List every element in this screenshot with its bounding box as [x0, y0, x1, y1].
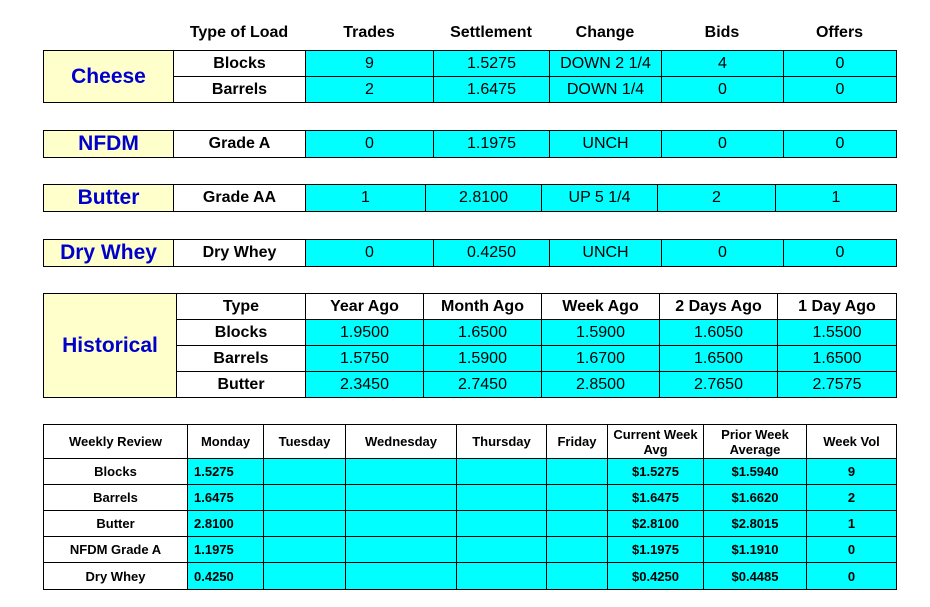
weekly-tuesday — [264, 485, 346, 511]
bids-value: 0 — [662, 240, 784, 267]
weekly-thursday — [457, 563, 547, 590]
header-settlement: Settlement — [450, 23, 532, 41]
weekly-current-avg: $1.6475 — [608, 485, 704, 511]
historical-header: Year Ago — [306, 294, 424, 320]
header-bids: Bids — [704, 23, 740, 41]
settlement-value: 1.6475 — [434, 77, 550, 103]
column-header-row — [43, 20, 896, 45]
weekly-header: Friday — [547, 425, 608, 459]
historical-value: 1.6500 — [660, 346, 778, 372]
weekly-monday: 0.4250 — [188, 563, 264, 590]
historical-value: 1.6500 — [424, 320, 542, 346]
weekly-monday: 1.5275 — [188, 459, 264, 485]
table-row — [44, 240, 897, 267]
cheese-label: Cheese — [44, 51, 174, 103]
table-row — [44, 51, 897, 77]
weekly-prior-avg: $0.4485 — [704, 563, 807, 590]
cheese-table — [43, 50, 897, 103]
weekly-tuesday — [264, 459, 346, 485]
trades-value: 2 — [306, 77, 434, 103]
weekly-header: Wednesday — [346, 425, 457, 459]
nfdm-label: NFDM — [44, 131, 174, 158]
weekly-header: Current Week Avg — [608, 425, 704, 459]
weekly-tuesday — [264, 537, 346, 563]
bids-value: 0 — [662, 131, 784, 158]
weekly-prior-avg: $1.6620 — [704, 485, 807, 511]
dry-whey-table — [43, 239, 897, 267]
historical-value: 2.7450 — [424, 372, 542, 398]
table-row — [44, 131, 897, 158]
offers-value: 0 — [784, 77, 897, 103]
weekly-volume: 1 — [807, 511, 897, 537]
weekly-product: Dry Whey — [44, 563, 188, 590]
historical-value: 2.8500 — [542, 372, 660, 398]
historical-header: Week Ago — [542, 294, 660, 320]
trades-value: 0 — [306, 131, 434, 158]
weekly-wednesday — [346, 563, 457, 590]
weekly-thursday — [457, 485, 547, 511]
weekly-thursday — [457, 537, 547, 563]
weekly-review-table — [43, 424, 897, 590]
weekly-tuesday — [264, 563, 346, 590]
weekly-friday — [547, 563, 608, 590]
weekly-current-avg: $0.4250 — [608, 563, 704, 590]
table-row — [44, 459, 897, 485]
load-type: Grade A — [174, 131, 306, 158]
load-type: Blocks — [174, 51, 306, 77]
weekly-monday: 2.8100 — [188, 511, 264, 537]
change-value: UNCH — [550, 240, 662, 267]
load-type: Grade AA — [174, 185, 306, 212]
weekly-header-row — [44, 425, 897, 459]
weekly-current-avg: $1.1975 — [608, 537, 704, 563]
table-row — [44, 537, 897, 563]
weekly-volume: 0 — [807, 537, 897, 563]
weekly-volume: 2 — [807, 485, 897, 511]
historical-value: 1.6500 — [778, 346, 897, 372]
weekly-header: Weekly Review — [44, 425, 188, 459]
load-type: Barrels — [174, 77, 306, 103]
historical-type: Butter — [177, 372, 306, 398]
settlement-value: 0.4250 — [434, 240, 550, 267]
historical-value: 2.3450 — [306, 372, 424, 398]
bids-value: 2 — [658, 185, 776, 212]
table-row — [44, 563, 897, 590]
weekly-current-avg: $2.8100 — [608, 511, 704, 537]
weekly-volume: 9 — [807, 459, 897, 485]
weekly-wednesday — [346, 485, 457, 511]
weekly-thursday — [457, 459, 547, 485]
weekly-friday — [547, 537, 608, 563]
historical-header: 1 Day Ago — [778, 294, 897, 320]
weekly-friday — [547, 459, 608, 485]
butter-label: Butter — [44, 185, 174, 212]
historical-value: 1.5500 — [778, 320, 897, 346]
weekly-tuesday — [264, 511, 346, 537]
historical-header: Type — [177, 294, 306, 320]
historical-label: Historical — [44, 294, 177, 398]
trades-value: 0 — [306, 240, 434, 267]
change-value: DOWN 2 1/4 — [550, 51, 662, 77]
weekly-friday — [547, 511, 608, 537]
historical-table — [43, 293, 897, 398]
historical-value: 1.5900 — [424, 346, 542, 372]
weekly-monday: 1.6475 — [188, 485, 264, 511]
weekly-header: Week Vol — [807, 425, 897, 459]
trades-value: 1 — [306, 185, 426, 212]
historical-value: 1.6050 — [660, 320, 778, 346]
weekly-product: NFDM Grade A — [44, 537, 188, 563]
offers-value: 0 — [784, 240, 897, 267]
settlement-value: 1.1975 — [434, 131, 550, 158]
table-row — [44, 511, 897, 537]
weekly-product: Blocks — [44, 459, 188, 485]
weekly-prior-avg: $1.1910 — [704, 537, 807, 563]
weekly-volume: 0 — [807, 563, 897, 590]
weekly-header: Tuesday — [264, 425, 346, 459]
weekly-prior-avg: $1.5940 — [704, 459, 807, 485]
offers-value: 0 — [784, 131, 897, 158]
bids-value: 4 — [662, 51, 784, 77]
historical-value: 2.7575 — [778, 372, 897, 398]
historical-type: Blocks — [177, 320, 306, 346]
bids-value: 0 — [662, 77, 784, 103]
header-trades: Trades — [343, 23, 395, 41]
dry-whey-label: Dry Whey — [44, 240, 174, 267]
weekly-wednesday — [346, 537, 457, 563]
load-type: Dry Whey — [174, 240, 306, 267]
offers-value: 1 — [776, 185, 897, 212]
weekly-product: Butter — [44, 511, 188, 537]
weekly-monday: 1.1975 — [188, 537, 264, 563]
weekly-current-avg: $1.5275 — [608, 459, 704, 485]
trades-value: 9 — [306, 51, 434, 77]
header-type-of-load: Type of Load — [189, 23, 289, 41]
historical-header: 2 Days Ago — [660, 294, 778, 320]
historical-value: 1.9500 — [306, 320, 424, 346]
weekly-product: Barrels — [44, 485, 188, 511]
weekly-header: Prior Week Average — [704, 425, 807, 459]
settlement-value: 1.5275 — [434, 51, 550, 77]
change-value: UP 5 1/4 — [542, 185, 658, 212]
header-offers: Offers — [815, 23, 864, 41]
weekly-prior-avg: $2.8015 — [704, 511, 807, 537]
historical-value: 1.5750 — [306, 346, 424, 372]
weekly-friday — [547, 485, 608, 511]
weekly-thursday — [457, 511, 547, 537]
change-value: DOWN 1/4 — [550, 77, 662, 103]
table-row — [44, 185, 897, 212]
settlement-value: 2.8100 — [426, 185, 542, 212]
nfdm-table — [43, 130, 897, 158]
header-change: Change — [575, 23, 635, 41]
table-row — [44, 294, 897, 320]
weekly-wednesday — [346, 511, 457, 537]
historical-value: 1.6700 — [542, 346, 660, 372]
weekly-wednesday — [346, 459, 457, 485]
weekly-header: Monday — [188, 425, 264, 459]
historical-header: Month Ago — [424, 294, 542, 320]
table-row — [44, 485, 897, 511]
historical-type: Barrels — [177, 346, 306, 372]
historical-value: 1.5900 — [542, 320, 660, 346]
weekly-header: Thursday — [457, 425, 547, 459]
butter-table — [43, 184, 897, 212]
historical-value: 2.7650 — [660, 372, 778, 398]
offers-value: 0 — [784, 51, 897, 77]
change-value: UNCH — [550, 131, 662, 158]
